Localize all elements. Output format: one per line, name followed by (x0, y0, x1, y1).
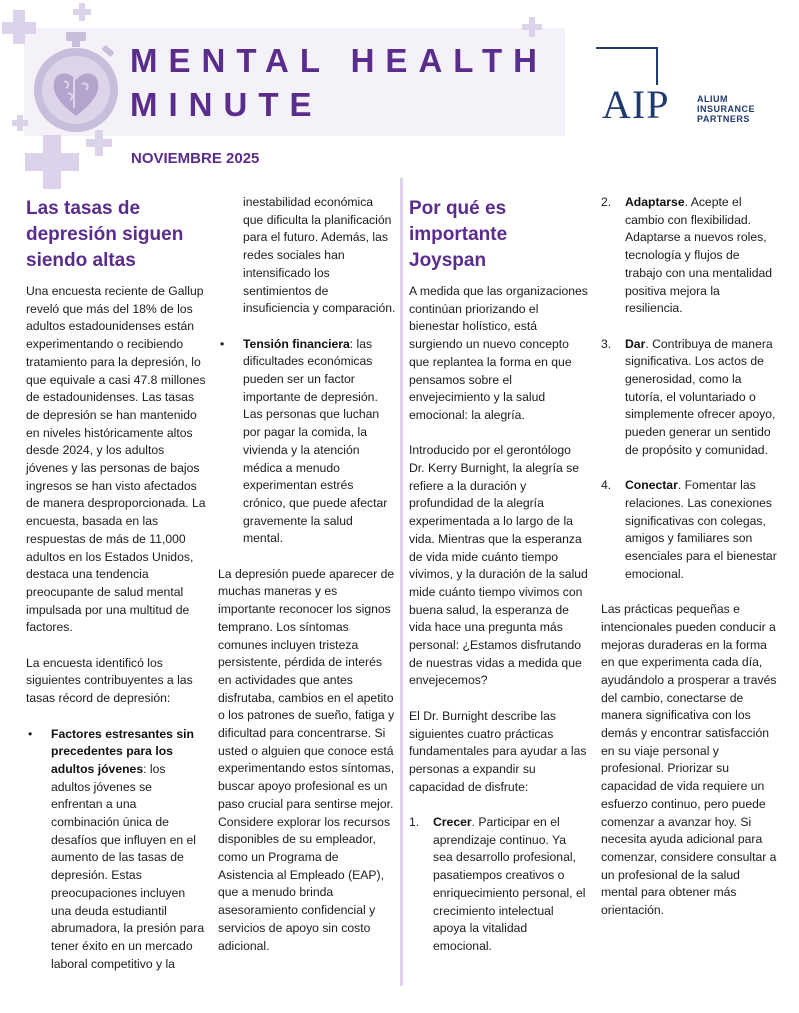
plus-decoration (25, 135, 79, 189)
issue-date: NOVIEMBRE 2025 (131, 150, 260, 167)
bullet-icon: • (220, 336, 225, 351)
list-item-label: Conectar (625, 478, 678, 493)
contributors-list-cont (218, 194, 396, 548)
logo-company-name (697, 94, 755, 124)
bullet-icon: • (28, 726, 33, 741)
list-item-label: Crecer (433, 815, 472, 830)
logo-word: INSURANCE (697, 104, 756, 114)
article1-col1 (26, 196, 206, 991)
page-title-line1: MENTAL HEALTH (130, 42, 548, 79)
list-item-text: . Acepte el cambio con flexibilidad. Adaptarse a nuevos roles, tecnología y flujos de trabajo con una mentalidad positiva mejora la resiliencia. (625, 195, 773, 316)
contributors-list (26, 726, 206, 974)
page-title-line2: MINUTE (130, 86, 323, 123)
plus-decoration (86, 130, 112, 156)
list-item (601, 194, 779, 318)
article2-paragraph: A medida que las organizaciones continúan priorizando el bienestar holístico, está surgiendo un nuevo concepto que replantea la forma en que pensamos sobre el envejecimiento y la salud emocional: la alegría. (409, 284, 588, 422)
list-item-text: . Fomentar las relaciones. Las conexiones significativas con colegas, amigos y familiares son esenciales para el bienestar emocional. (625, 478, 777, 581)
list-item-text: inestabilidad económica que dificulta la planificación para el futuro. Además, las redes sociales han intensificado los sentimientos de insuficiencia y comparación. (243, 195, 396, 316)
article1-col2 (218, 194, 396, 973)
article1-paragraph: La depresión puede aparecer de muchas maneras y es importante reconocer los signos temprano. Los síntomas comunes incluyen tristeza persistente, pérdida de interés en actividades que antes disfrutaba, cambios en el apetito o los patrones de sueño, fatiga y dificultad para concentrarse. Si usted o alguien que conoce está experimentando estos síntomas, buscar apoyo profesional es un paso crucial para sentirse mejor. Considere explorar los recursos disponibles de su empleador, como un Programa de Asistencia al Empleado (EAP), que a menudo brinda asesoramiento confidencial y servicios de apoyo sin costo adicional. (218, 566, 395, 953)
plus-decoration (73, 3, 91, 21)
list-item-label: Adaptarse (625, 195, 685, 209)
article2-col1 (409, 196, 589, 973)
plus-decoration (12, 115, 28, 131)
logo-word: ALIUM (697, 94, 728, 104)
list-item (601, 477, 779, 583)
list-item (218, 336, 396, 548)
article1-paragraph: Una encuesta reciente de Gallup reveló que más del 18% de los adultos estadounidenses están experimentando o recibiendo tratamiento para la depresión, lo que equivale a casi 47.8 millones de estadounidenses. Las tasas de depresión se han mantenido en niveles históricamente altos desde 2024, y los adultos jóvenes y las personas de bajos ingresos se han visto afectados de manera desproporcionada. La encuesta, basada en las respuestas de más de 11,000 adultos en los Estados Unidos, destaca una tendencia preocupante de salud mental impulsada por una multitud de factores. (26, 284, 206, 635)
list-item-text: . Contribuya de manera significativa. Los actos de generosidad, como la tutoría, el voluntariado o simplemente ofrecer apoyo, pueden generar un sentido de propósito y comunidad. (625, 336, 776, 457)
logo-word: PARTNERS (697, 114, 750, 124)
list-item-number: 3. (601, 336, 612, 351)
list-item-number: 1. (409, 815, 420, 830)
list-item (601, 336, 779, 460)
article2-paragraph: El Dr. Burnight describe las siguientes cuatro prácticas fundamentales para ayudar a las personas a expandir su capacidad de disfrute: (409, 708, 587, 794)
list-item-number: 4. (601, 478, 612, 493)
plus-decoration (522, 17, 542, 37)
logo-letters: AIP (602, 82, 670, 127)
list-item-continued (218, 194, 396, 318)
list-item-text: . Participar en el aprendizaje continuo. Ya sea desarrollo profesional, pasatiempos creativos o enriquecimiento personal, el crecimiento intelectual apoya la vitalidad emocional. (433, 815, 586, 953)
stopwatch-brain-icon (30, 28, 122, 132)
list-item-label: Dar (625, 336, 646, 351)
article2-heading: Por qué es importante Joyspan (409, 198, 508, 271)
list-item-label: Tensión financiera (243, 336, 350, 351)
practices-list (409, 814, 589, 956)
list-item-number: 2. (601, 195, 612, 209)
article2-paragraph: Introducido por el gerontólogo Dr. Kerry Burnight, la alegría se refiere a la duración y profundidad de la alegría experimentada a lo largo de la vida. Mientras que la esperanza de vida mide cuánto tiempo vivimos, y la duración de la salud mide cuánto tiempo vivimos con buena salud, la esperanza de vida hace una pregunta más personal: ¿Estamos disfrutando de nuestras vidas a medida que envejecemos? (409, 443, 588, 688)
list-item-label: Factores estresantes sin precedentes para los adultos jóvenes (51, 726, 194, 776)
list-item-text: : las dificultades económicas pueden ser un factor importante de depresión. Las personas que luchan por pagar la comida, la vivienda y la atención médica a menudo experimentan estrés crónico, que puede afectar gravemente la salud mental. (243, 336, 388, 546)
list-item (26, 726, 206, 974)
practices-list-cont (601, 194, 779, 583)
list-item (409, 814, 589, 956)
article1-heading: Las tasas de depresión siguen siendo altas (26, 198, 184, 271)
article2-col2 (601, 194, 779, 937)
article1-paragraph: La encuesta identificó los siguientes contribuyentes a las tasas récord de depresión: (26, 655, 193, 706)
article2-paragraph: Las prácticas pequeñas e intencionales pueden conducir a mejoras duraderas en la forma en que experimenta cada día, ayudándolo a prosperar a través del cambio, conectarse de manera significativa con los demás y encontrar satisfacción en su viaje personal y profesional. Priorizar su capacidad de vida requiere un esfuerzo continuo, pero puede comenzar a avanzar hoy. Si necesita ayuda adicional para comenzar, considere consultar a un profesional de la salud mental para obtener más orientación. (601, 602, 777, 918)
column-divider (400, 178, 403, 986)
list-item-text: : los adultos jóvenes se enfrentan a una combinación única de desafíos que influyen en el aumento de las tasas de depresión. Estas preocupaciones incluyen una deuda estudiantil abrumadora, la presión para tener éxito en un mercado laboral competitivo y la (51, 761, 205, 971)
